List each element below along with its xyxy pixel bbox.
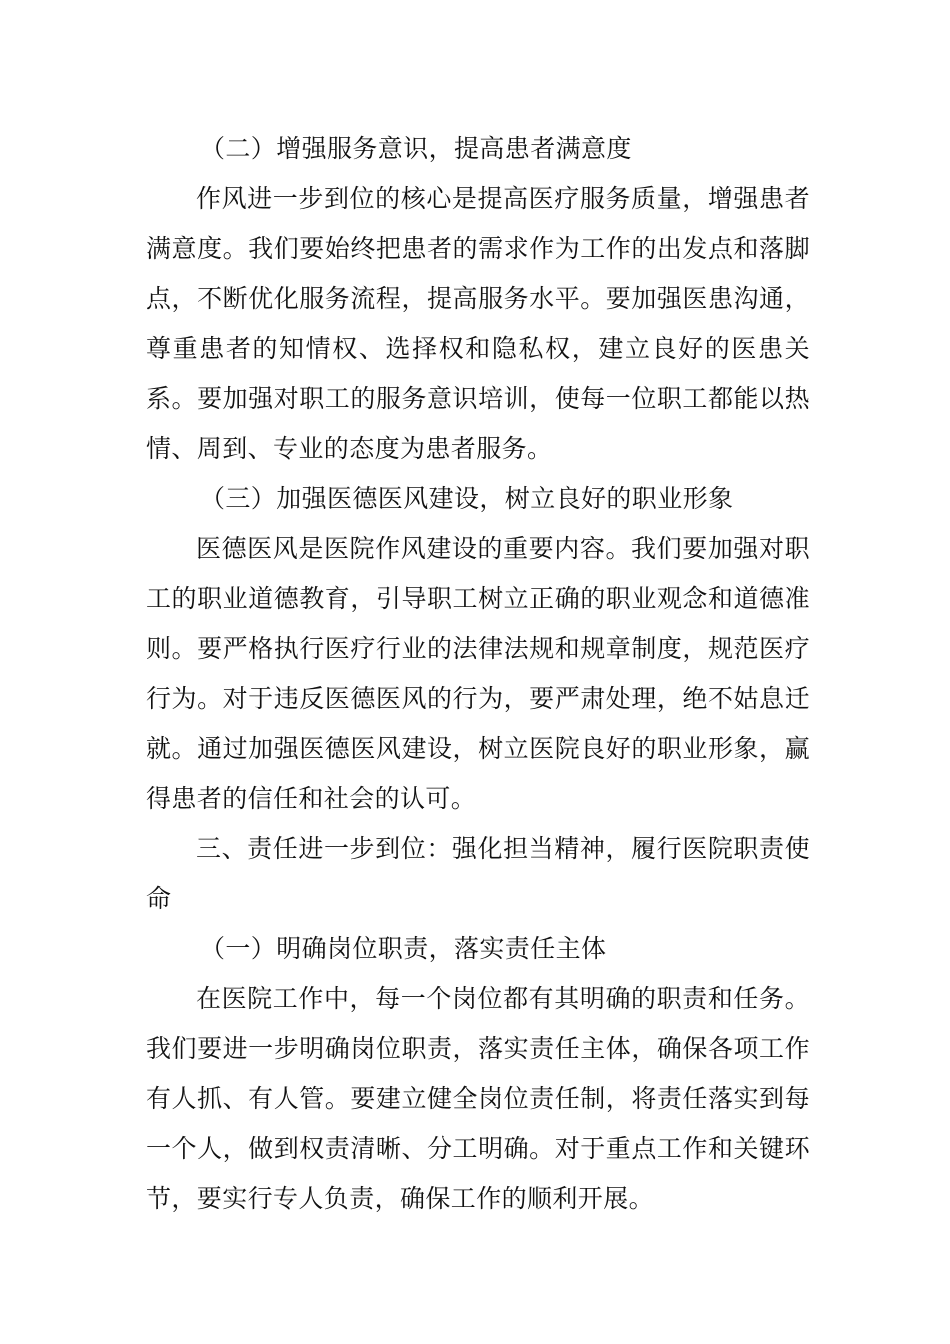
section-heading-3: 三、责任进一步到位：强化担当精神，履行医院职责使命: [146, 834, 810, 913]
subsection-body-3-1: 在医院工作中，每一个岗位都有其明确的职责和任务。我们要进一步明确岗位职责，落实责任主体，确保各项工作有人抓、有人管。要建立健全岗位责任制，将责任落实到每一个人，做到权责清晰、分工明确。对于重点工作和关键环节，要实行专人负责，确保工作的顺利开展。: [146, 984, 810, 1213]
subsection-heading-2-3: （三）加强医德医风建设，树立良好的职业形象: [200, 484, 734, 513]
document-content: [146, 124, 810, 1224]
subsection-body-2-3: 医德医风是医院作风建设的重要内容。我们要加强对职工的职业道德教育，引导职工树立正确的职业观念和道德准则。要严格执行医疗行业的法律法规和规章制度，规范医疗行为。对于违反医德医风的行为，要严肃处理，绝不姑息迁就。通过加强医德医风建设，树立医院良好的职业形象，赢得患者的信任和社会的认可。: [146, 534, 810, 813]
subsection-body-2-2: 作风进一步到位的核心是提高医疗服务质量，增强患者满意度。我们要始终把患者的需求作为工作的出发点和落脚点，不断优化服务流程，提高服务水平。要加强医患沟通，尊重患者的知情权、选择权和隐私权，建立良好的医患关系。要加强对职工的服务意识培训，使每一位职工都能以热情、周到、专业的态度为患者服务。: [146, 184, 810, 463]
subsection-heading-3-1: （一）明确岗位职责，落实责任主体: [200, 934, 607, 963]
subsection-heading-2-2: （二）增强服务意识，提高患者满意度: [200, 134, 632, 163]
